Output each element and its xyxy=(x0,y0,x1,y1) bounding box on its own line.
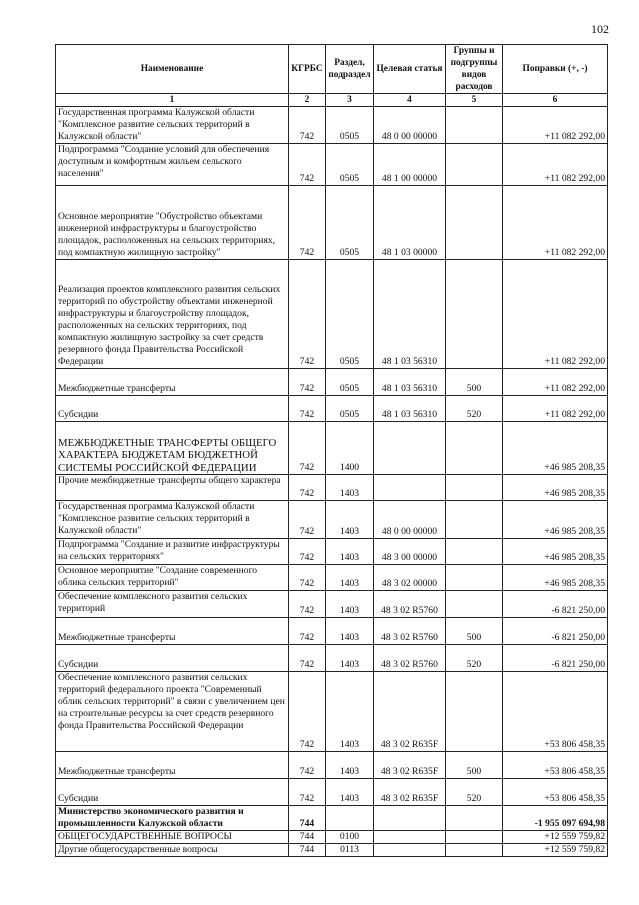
table-row xyxy=(56,844,608,857)
row-target-article: 48 3 02 R635F xyxy=(374,779,446,806)
row-amendment: +11 082 292,00 xyxy=(503,186,608,260)
header-expense-group: Группы и подгруппы видов расходов xyxy=(446,45,503,94)
row-name: Основное мероприятие "Создание современного облика сельских территорий" xyxy=(56,565,289,591)
row-amendment: +12 559 759,82 xyxy=(503,831,608,844)
row-expense-group xyxy=(446,107,503,144)
row-section: 1403 xyxy=(326,672,374,752)
row-kgrbs: 742 xyxy=(289,752,326,779)
row-section: 1403 xyxy=(326,618,374,645)
row-expense-group: 520 xyxy=(446,645,503,672)
row-name: МЕЖБЮДЖЕТНЫЕ ТРАНСФЕРТЫ ОБЩЕГО ХАРАКТЕРА БЮДЖЕТАМ БЮДЖЕТНОЙ СИСТЕМЫ РОССИЙСКОЙ ФЕДЕРАЦИИ xyxy=(56,422,289,475)
row-section: 0505 xyxy=(326,144,374,186)
row-kgrbs: 742 xyxy=(289,501,326,539)
row-section: 0113 xyxy=(326,844,374,857)
row-target-article xyxy=(374,806,446,831)
row-section: 1403 xyxy=(326,565,374,591)
table-row xyxy=(56,752,608,779)
row-expense-group xyxy=(446,591,503,618)
row-target-article: 48 3 02 R5760 xyxy=(374,645,446,672)
table-row xyxy=(56,779,608,806)
row-name: Подпрограмма "Создание и развитие инфраструктуры на сельских территориях" xyxy=(56,539,289,565)
column-number-row xyxy=(56,94,608,107)
row-amendment: +53 806 458,35 xyxy=(503,779,608,806)
row-amendment: +46 985 208,35 xyxy=(503,475,608,501)
row-expense-group xyxy=(446,672,503,752)
row-name: Подпрограмма "Создание условий для обеспечения доступным и комфортным жильем сельского населения" xyxy=(56,144,289,186)
table-row xyxy=(56,475,608,501)
row-kgrbs: 744 xyxy=(289,806,326,831)
row-target-article xyxy=(374,422,446,475)
row-expense-group: 520 xyxy=(446,396,503,422)
row-amendment: +46 985 208,35 xyxy=(503,565,608,591)
row-kgrbs: 742 xyxy=(289,475,326,501)
row-target-article: 48 1 03 00000 xyxy=(374,186,446,260)
row-kgrbs: 744 xyxy=(289,831,326,844)
row-name: Субсидии xyxy=(56,396,289,422)
row-expense-group xyxy=(446,806,503,831)
row-name: Другие общегосударственные вопросы xyxy=(56,844,289,857)
table-row xyxy=(56,422,608,475)
row-amendment: -6 821 250,00 xyxy=(503,618,608,645)
row-section: 0505 xyxy=(326,260,374,369)
row-name: Прочие межбюджетные трансферты общего характера xyxy=(56,475,289,501)
row-section: 1403 xyxy=(326,591,374,618)
row-section: 0505 xyxy=(326,107,374,144)
row-name: Межбюджетные трансферты xyxy=(56,752,289,779)
row-expense-group xyxy=(446,539,503,565)
row-section: 0505 xyxy=(326,369,374,396)
header-amendments: Поправки (+, -) xyxy=(503,45,608,94)
row-name: Реализация проектов комплексного развития сельских территорий по обустройству объектами инженерной инфраструктуры и благоустройству площадок, расположенных на сельских территориях, под компактную жилищную застройку за счет средств резервного фонда Правительства Российской Федерации xyxy=(56,260,289,369)
header-kgrbs: КГРБС xyxy=(289,45,326,94)
budget-amendments-table xyxy=(55,44,608,857)
row-amendment: -1 955 097 694,98 xyxy=(503,806,608,831)
row-target-article: 48 1 03 56310 xyxy=(374,260,446,369)
row-name: Субсидии xyxy=(56,645,289,672)
row-target-article: 48 0 00 00000 xyxy=(374,107,446,144)
row-amendment: +12 559 759,82 xyxy=(503,844,608,857)
row-expense-group xyxy=(446,144,503,186)
table-row xyxy=(56,144,608,186)
column-number: 2 xyxy=(289,94,326,107)
column-number: 5 xyxy=(446,94,503,107)
row-expense-group xyxy=(446,844,503,857)
header-target-article: Целевая статья xyxy=(374,45,446,94)
row-kgrbs: 742 xyxy=(289,186,326,260)
table-row xyxy=(56,107,608,144)
column-number: 4 xyxy=(374,94,446,107)
row-target-article: 48 3 02 R5760 xyxy=(374,591,446,618)
header-row xyxy=(56,45,608,94)
row-amendment: +11 082 292,00 xyxy=(503,144,608,186)
row-name: Министерство экономического развития и промышленности Калужской области xyxy=(56,806,289,831)
table-row xyxy=(56,260,608,369)
row-amendment: +46 985 208,35 xyxy=(503,501,608,539)
row-expense-group xyxy=(446,186,503,260)
header-name: Наименование xyxy=(56,45,289,94)
row-section: 1400 xyxy=(326,422,374,475)
row-amendment: +46 985 208,35 xyxy=(503,422,608,475)
row-kgrbs: 742 xyxy=(289,396,326,422)
row-amendment: +11 082 292,00 xyxy=(503,369,608,396)
row-target-article: 48 0 00 00000 xyxy=(374,501,446,539)
row-expense-group: 520 xyxy=(446,779,503,806)
row-target-article: 48 1 03 56310 xyxy=(374,396,446,422)
row-expense-group xyxy=(446,260,503,369)
row-amendment: -6 821 250,00 xyxy=(503,645,608,672)
row-kgrbs: 742 xyxy=(289,260,326,369)
row-kgrbs: 742 xyxy=(289,144,326,186)
row-target-article: 48 1 03 56310 xyxy=(374,369,446,396)
table-row xyxy=(56,806,608,831)
row-section: 1403 xyxy=(326,539,374,565)
column-number: 1 xyxy=(56,94,289,107)
row-section xyxy=(326,806,374,831)
row-kgrbs: 742 xyxy=(289,645,326,672)
row-target-article xyxy=(374,844,446,857)
row-kgrbs: 742 xyxy=(289,618,326,645)
table-row xyxy=(56,565,608,591)
row-name: Субсидии xyxy=(56,779,289,806)
row-kgrbs: 742 xyxy=(289,369,326,396)
row-target-article xyxy=(374,831,446,844)
row-kgrbs: 742 xyxy=(289,591,326,618)
table-row xyxy=(56,672,608,752)
page-number: 102 xyxy=(591,22,609,36)
row-expense-group: 500 xyxy=(446,752,503,779)
row-section: 1403 xyxy=(326,779,374,806)
table-row xyxy=(56,186,608,260)
row-name: Межбюджетные трансферты xyxy=(56,618,289,645)
row-section: 1403 xyxy=(326,645,374,672)
column-number: 3 xyxy=(326,94,374,107)
row-section: 0505 xyxy=(326,396,374,422)
table-row xyxy=(56,618,608,645)
row-expense-group xyxy=(446,501,503,539)
row-target-article xyxy=(374,475,446,501)
row-name: Обеспечение комплексного развития сельских территорий xyxy=(56,591,289,618)
row-expense-group: 500 xyxy=(446,369,503,396)
row-expense-group xyxy=(446,422,503,475)
row-amendment: +53 806 458,35 xyxy=(503,672,608,752)
row-kgrbs: 742 xyxy=(289,422,326,475)
row-amendment: +11 082 292,00 xyxy=(503,107,608,144)
row-kgrbs: 742 xyxy=(289,779,326,806)
row-name: Основное мероприятие "Обустройство объектами инженерной инфраструктуры и благоустройство площадок, расположенных на сельских территориях, под компактную жилищную застройку" xyxy=(56,186,289,260)
table-row xyxy=(56,539,608,565)
row-kgrbs: 744 xyxy=(289,844,326,857)
row-section: 1403 xyxy=(326,501,374,539)
table-row xyxy=(56,396,608,422)
row-section: 0100 xyxy=(326,831,374,844)
row-target-article: 48 1 00 00000 xyxy=(374,144,446,186)
table-row xyxy=(56,831,608,844)
row-target-article: 48 3 02 R635F xyxy=(374,752,446,779)
row-name: Обеспечение комплексного развития сельских территорий федерального проекта "Современный облик сельских территорий" в связи с увеличением цен на строительные ресурсы за счет средств резервного фонда Правительства Российской Федерации xyxy=(56,672,289,752)
row-section: 1403 xyxy=(326,475,374,501)
table-row xyxy=(56,369,608,396)
row-amendment: +53 806 458,35 xyxy=(503,752,608,779)
row-target-article: 48 3 02 R5760 xyxy=(374,618,446,645)
row-target-article: 48 3 02 00000 xyxy=(374,565,446,591)
row-expense-group: 500 xyxy=(446,618,503,645)
row-kgrbs: 742 xyxy=(289,672,326,752)
row-name: Государственная программа Калужской области "Комплексное развитие сельских территорий в Калужской области" xyxy=(56,501,289,539)
row-amendment: +46 985 208,35 xyxy=(503,539,608,565)
header-section: Раздел, подраздел xyxy=(326,45,374,94)
row-section: 0505 xyxy=(326,186,374,260)
table-row xyxy=(56,501,608,539)
row-name: ОБЩЕГОСУДАРСТВЕННЫЕ ВОПРОСЫ xyxy=(56,831,289,844)
table-row xyxy=(56,645,608,672)
row-name: Государственная программа Калужской области "Комплексное развитие сельских территорий в Калужской области" xyxy=(56,107,289,144)
table-row xyxy=(56,591,608,618)
row-kgrbs: 742 xyxy=(289,107,326,144)
row-expense-group xyxy=(446,475,503,501)
row-expense-group xyxy=(446,565,503,591)
row-amendment: +11 082 292,00 xyxy=(503,260,608,369)
row-amendment: -6 821 250,00 xyxy=(503,591,608,618)
row-target-article: 48 3 00 00000 xyxy=(374,539,446,565)
row-target-article: 48 3 02 R635F xyxy=(374,672,446,752)
row-amendment: +11 082 292,00 xyxy=(503,396,608,422)
column-number: 6 xyxy=(503,94,608,107)
row-section: 1403 xyxy=(326,752,374,779)
row-name: Межбюджетные трансферты xyxy=(56,369,289,396)
row-kgrbs: 742 xyxy=(289,539,326,565)
row-kgrbs: 742 xyxy=(289,565,326,591)
row-expense-group xyxy=(446,831,503,844)
